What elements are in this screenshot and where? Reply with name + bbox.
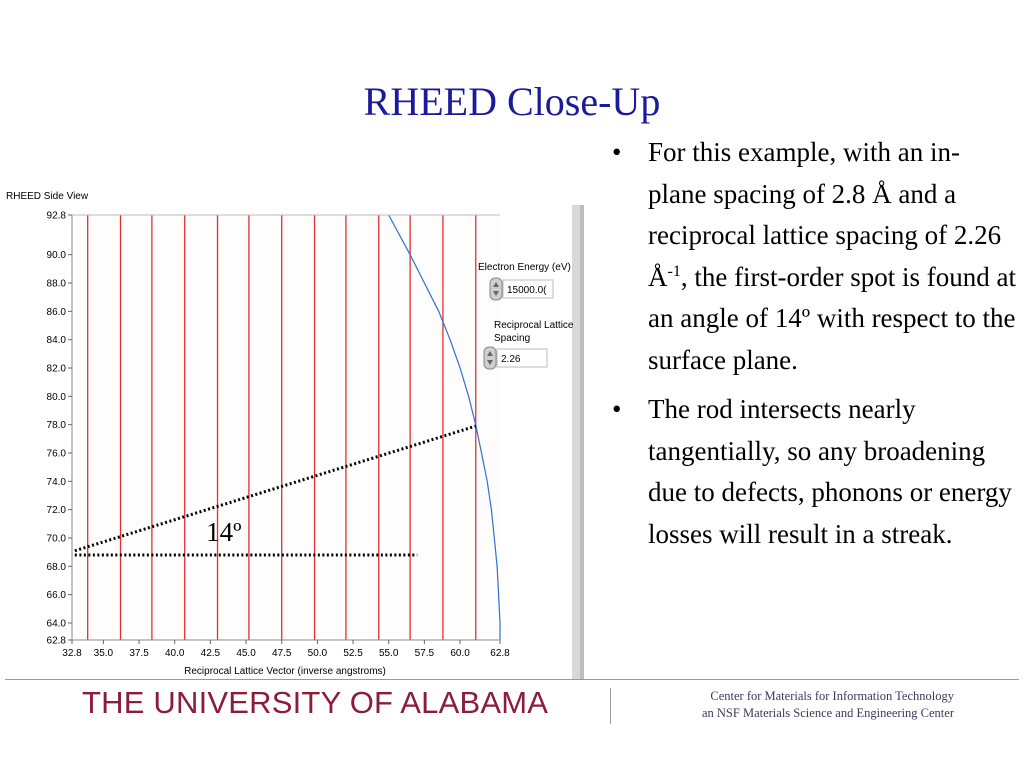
y-tick-label: 80.0 bbox=[46, 391, 66, 403]
y-tick-label: 70.0 bbox=[46, 533, 66, 545]
energy-value: 15000.0( bbox=[507, 285, 547, 296]
spacing-stepper-knob[interactable] bbox=[484, 347, 496, 369]
x-axis-label: Reciprocal Lattice Vector (inverse angstroms) bbox=[184, 666, 386, 677]
spacing-stepper[interactable] bbox=[484, 347, 496, 369]
energy-stepper-knob[interactable] bbox=[490, 278, 502, 300]
energy-label: Electron Energy (eV) bbox=[478, 262, 571, 273]
bullet-item-1 bbox=[606, 132, 1016, 381]
bullet-icon: • bbox=[612, 394, 622, 424]
x-tick-label: 45.0 bbox=[236, 648, 256, 659]
center-subtitle: an NSF Materials Science and Engineering Center bbox=[701, 706, 954, 720]
y-tick-label: 74.0 bbox=[46, 476, 66, 488]
y-tick-label: 84.0 bbox=[46, 335, 66, 347]
center-name: Center for Materials for Information Technology bbox=[710, 689, 954, 703]
y-tick-label: 62.8 bbox=[46, 635, 66, 647]
bullet-1-superscript: -1 bbox=[667, 262, 681, 280]
x-tick-label: 52.5 bbox=[343, 648, 363, 659]
y-tick-label: 72.0 bbox=[46, 505, 66, 517]
y-tick-label: 64.0 bbox=[46, 618, 66, 630]
x-tick-label: 37.5 bbox=[129, 648, 149, 659]
bullet-list bbox=[606, 132, 1016, 563]
y-tick-label: 78.0 bbox=[46, 420, 66, 432]
angle-label: 14º bbox=[206, 516, 242, 547]
x-tick-label: 42.5 bbox=[200, 648, 221, 659]
x-tick-label: 55.0 bbox=[378, 648, 399, 659]
x-tick-label: 62.8 bbox=[490, 648, 510, 659]
plot-area bbox=[72, 215, 500, 640]
spacing-label-line1: Reciprocal Lattice bbox=[494, 320, 574, 331]
x-tick-label: 40.0 bbox=[164, 648, 185, 659]
x-tick-label: 35.0 bbox=[93, 648, 114, 659]
rheed-chart-panel bbox=[0, 185, 600, 680]
energy-stepper[interactable] bbox=[490, 278, 502, 300]
bullet-1-text: For this example, with an in-plane spacing of 2.8 Å and a reciprocal lattice spacing of 2.26 Å bbox=[648, 137, 1002, 292]
y-tick-label: 86.0 bbox=[46, 306, 66, 318]
y-tick-label: 90.0 bbox=[46, 250, 66, 262]
x-tick-label: 47.5 bbox=[271, 648, 292, 659]
spacing-value: 2.26 bbox=[501, 354, 521, 365]
bullet-1-text-end: , the first-order spot is found at an angle of 14º with respect to the surface plane. bbox=[648, 261, 1017, 375]
x-tick-label: 60.0 bbox=[450, 648, 470, 659]
panel-scroll-edge-shade bbox=[580, 205, 584, 680]
bullet-item-2 bbox=[606, 389, 1016, 555]
footer-divider bbox=[610, 688, 611, 724]
x-tick-label: 57.5 bbox=[414, 648, 435, 659]
y-tick-label: 88.0 bbox=[46, 278, 66, 290]
rheed-side-view-chart bbox=[0, 185, 600, 680]
bullet-icon: • bbox=[612, 137, 622, 167]
x-axis bbox=[62, 640, 510, 659]
plot-background bbox=[72, 215, 500, 640]
x-tick-label: 32.8 bbox=[62, 648, 82, 659]
y-tick-label: 76.0 bbox=[46, 448, 66, 460]
y-tick-label: 92.8 bbox=[46, 210, 66, 222]
chart-title: RHEED Side View bbox=[6, 191, 89, 202]
y-tick-label: 82.0 bbox=[46, 363, 66, 375]
bullet-2-text: The rod intersects nearly tangentially, so any broadening due to defects, phonons or energy losses will result in a streak. bbox=[648, 394, 1012, 549]
y-tick-label: 66.0 bbox=[46, 590, 66, 602]
footer-rule bbox=[5, 679, 1019, 680]
university-wordmark: THE UNIVERSITY OF ALABAMA bbox=[82, 685, 549, 720]
slide-title: RHEED Close-Up bbox=[363, 79, 661, 124]
y-tick-label: 68.0 bbox=[46, 561, 66, 573]
spacing-label-line2: Spacing bbox=[494, 333, 531, 344]
x-tick-label: 50.0 bbox=[307, 648, 328, 659]
